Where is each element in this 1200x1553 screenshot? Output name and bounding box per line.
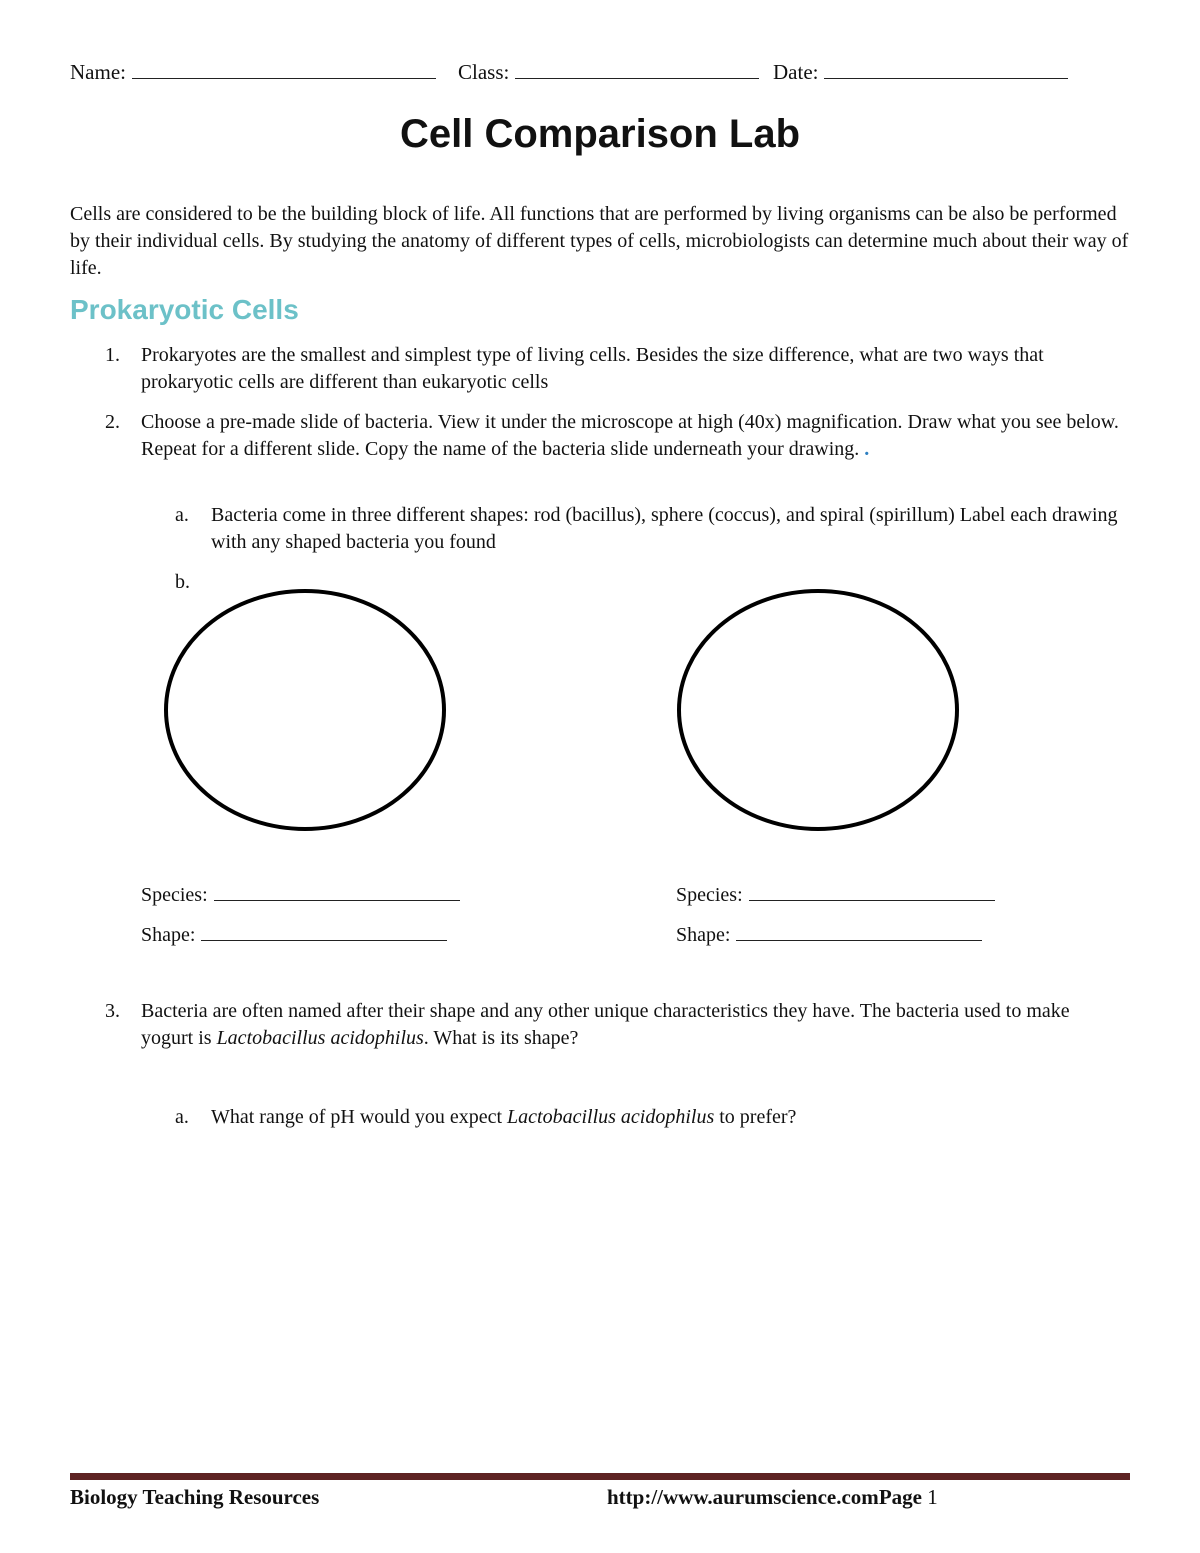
drawing-circle-right[interactable] (673, 586, 963, 834)
trailing-mark: . (864, 438, 870, 460)
question-2a (70, 502, 1130, 558)
class-blank[interactable] (515, 58, 759, 79)
question-number: 3. (105, 1000, 120, 1022)
date-field[interactable]: Date: (773, 58, 1068, 85)
page-number: 1 (927, 1485, 938, 1509)
footer-right: http://www.aurumscience.comPage 1 (607, 1485, 938, 1509)
question-text: Bacteria are often named after their shape and any other unique characteristics they have. The bacteria used to make yogurt is Lactobacillus acidophilus. What is its shape? (141, 1000, 1070, 1049)
species-blank[interactable] (749, 880, 995, 901)
question-number: 2. (105, 411, 120, 433)
shape-blank[interactable] (201, 920, 447, 941)
species-name: Lactobacillus acidophilus (507, 1106, 715, 1128)
question-text: Prokaryotes are the smallest and simplest type of living cells. Besides the size difference, what are two ways that prokaryotic cells are different than eukaryotic cells (141, 344, 1044, 393)
question-2 (70, 409, 1130, 499)
species-field-right[interactable]: Species: (676, 880, 995, 907)
question-1 (70, 342, 1130, 398)
intro-paragraph: Cells are considered to be the building block of life. All functions that are performed by living organisms can be also be performed by their individual cells. By studying the anatomy of different types of cells, microbiologists can determine much about their way of life. (70, 203, 1129, 279)
name-field[interactable]: Name: (70, 58, 436, 85)
drawing-circle-left[interactable] (160, 586, 450, 834)
sub-letter: b. (175, 571, 190, 593)
class-field[interactable]: Class: (458, 58, 759, 85)
species-field-left[interactable]: Species: (141, 880, 460, 907)
footer-url[interactable]: http://www.aurumscience.com (607, 1485, 879, 1509)
question-text: Choose a pre-made slide of bacteria. View it under the microscope at high (40x) magnification. Draw what you see below. Repeat for a different slide. Copy the name of the bacteria slide underneath your drawing. . (141, 411, 1119, 460)
question-3a (70, 1104, 1130, 1132)
date-blank[interactable] (824, 58, 1068, 79)
shape-field-right[interactable]: Shape: (676, 920, 982, 947)
sub-text: Bacteria come in three different shapes: rod (bacillus), sphere (coccus), and spiral (spirillum) Label each drawing with any shaped bacteria you found (211, 504, 1118, 553)
shape-blank[interactable] (736, 920, 982, 941)
species-blank[interactable] (214, 880, 460, 901)
species-name: Lactobacillus acidophilus (216, 1027, 424, 1049)
sub-letter: a. (175, 504, 189, 526)
section-heading: Prokaryotic Cells (70, 294, 299, 325)
footer-rule (70, 1473, 1130, 1480)
question-3 (70, 998, 1130, 1054)
page-title: Cell Comparison Lab (399, 112, 801, 156)
footer-left: Biology Teaching Resources (70, 1485, 320, 1509)
sub-text: What range of pH would you expect Lactobacillus acidophilus to prefer? (211, 1106, 797, 1128)
name-blank[interactable] (132, 58, 436, 79)
student-info-header (70, 58, 1130, 88)
question-number: 1. (105, 344, 120, 366)
sub-letter: a. (175, 1106, 189, 1128)
shape-field-left[interactable]: Shape: (141, 920, 447, 947)
